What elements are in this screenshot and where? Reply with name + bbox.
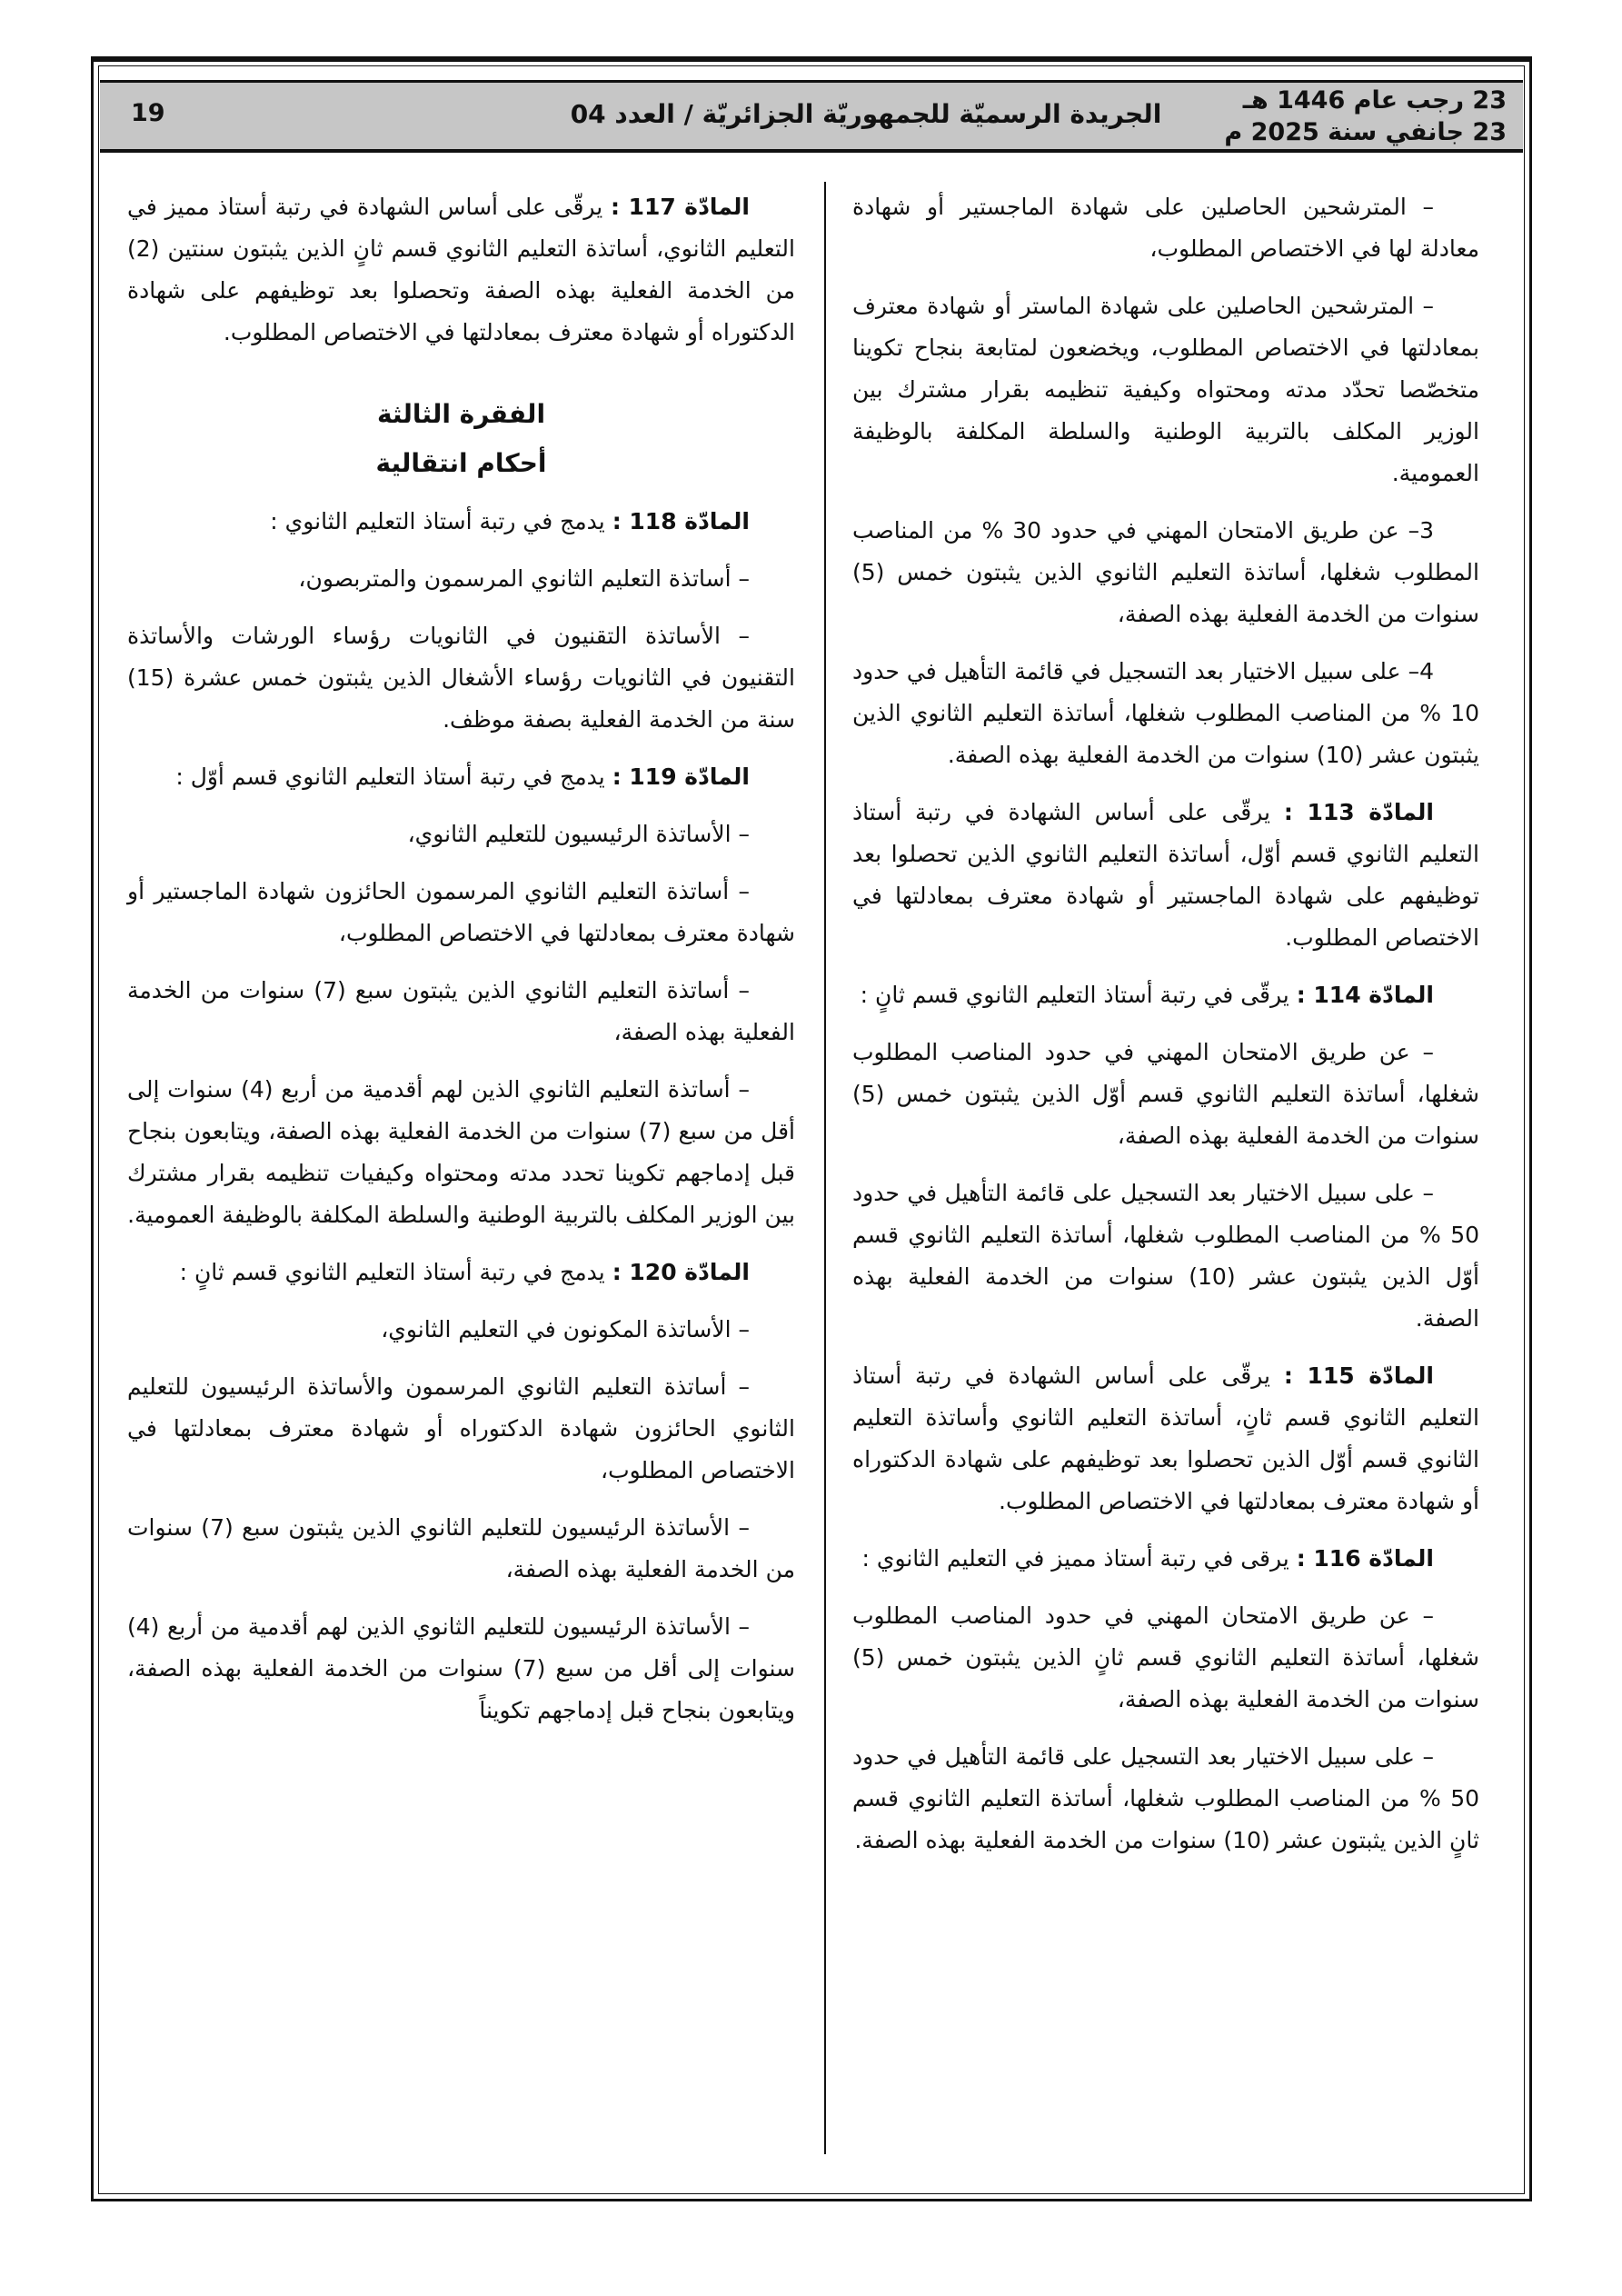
paragraph-text: يدمج في رتبة أستاذ التعليم الثانوي قسم أوّل : xyxy=(175,764,612,790)
list-paragraph xyxy=(127,1069,795,1236)
paragraph-text: – المترشحين الحاصلين على شهادة الماستر أو شهادة معترف بمعادلتها في الاختصاص المطلوب، ويخضعون لمتابعة بنجاح تكوينا متخصّصا تحدّد مدته ومحتواه وكيفية تنظيمه بقرار مشترك بين الوزير المكلف بالتربية الوطنية والسلطة المكلفة بالوظيفة العمومية. xyxy=(852,293,1479,486)
list-paragraph xyxy=(127,1606,795,1732)
article-number: المادّة 118 : xyxy=(612,508,750,534)
article-paragraph xyxy=(852,974,1479,1016)
paragraph-text: يرقى في رتبة أستاذ مميز في التعليم الثانوي : xyxy=(861,1545,1297,1572)
journal-title: الجريدة الرسميّة للجمهوريّة الجزائريّة / العدد 04 xyxy=(570,99,1162,129)
paragraph-text: – على سبيل الاختيار بعد التسجيل على قائمة التأهيل في حدود 50 % من المناصب المطلوب شغلها، أساتذة التعليم الثانوي قسم ثانٍ الذين يثبتون عشر (10) سنوات من الخدمة الفعلية بهذه الصفة. xyxy=(852,1743,1479,1853)
paragraph-text: – على سبيل الاختيار بعد التسجيل على قائمة التأهيل في حدود 50 % من المناصب المطلوب شغلها، أساتذة التعليم الثانوي قسم أوّل الذين يثبتون عشر (10) سنوات من الخدمة الفعلية بهذه الصفة. xyxy=(852,1180,1479,1332)
list-paragraph xyxy=(127,1366,795,1492)
paragraph-text: – الأساتذة الرئيسيون للتعليم الثانوي الذين يثبتون سبع (7) سنوات من الخدمة الفعلية بهذه الصفة، xyxy=(127,1514,795,1582)
article-paragraph xyxy=(127,756,795,798)
paragraph-text: يرقّى في رتبة أستاذ التعليم الثانوي قسم ثانٍ : xyxy=(860,982,1297,1008)
paragraph-text: يرقّى على أساس الشهادة في رتبة أستاذ التعليم الثانوي قسم ثانٍ، أساتذة التعليم الثانوي وأساتذة التعليم الثانوي قسم أوّل الذين تحصلوا بعد توظيفهم على شهادة الدكتوراه أو شهادة معترف بمعادلتها في الاختصاص المطلوب. xyxy=(852,1363,1479,1514)
paragraph-text: 3– عن طريق الامتحان المهني في حدود 30 % من المناصب المطلوب شغلها، أساتذة التعليم الثانوي الذين يثبتون خمس (5) سنوات من الخدمة الفعلية بهذه الصفة، xyxy=(852,517,1479,627)
section-heading: أحكام انتقالية xyxy=(375,448,547,478)
gregorian-date: 23 جانفي سنة 2025 م xyxy=(1224,118,1507,146)
list-paragraph xyxy=(852,510,1479,635)
list-paragraph xyxy=(127,1507,795,1591)
list-paragraph xyxy=(127,558,795,600)
article-number: المادّة 116 : xyxy=(1296,1545,1434,1572)
paragraph-text: يدمج في رتبة أستاذ التعليم الثانوي قسم ثانٍ : xyxy=(179,1259,612,1285)
list-paragraph xyxy=(127,1309,795,1351)
list-paragraph xyxy=(127,970,795,1053)
paragraph-text: يرقّى على أساس الشهادة في رتبة أستاذ مميز في التعليم الثانوي، أساتذة التعليم الثانوي قسم ثانٍ الذين يثبتون سنتين (2) من الخدمة الفعلية بهذه الصفة وتحصلوا بعد توظيفهم على شهادة الدكتوراه أو شهادة معترف بمعادلتها في الاختصاص المطلوب. xyxy=(127,194,795,345)
list-paragraph xyxy=(852,1736,1479,1862)
article-number: المادّة 115 : xyxy=(1283,1363,1434,1389)
section-heading: الفقرة الثالثة xyxy=(376,399,546,429)
paragraph-text: – أساتذة التعليم الثانوي المرسمون والمتربصون، xyxy=(298,565,750,592)
paragraph-text: – عن طريق الامتحان المهني في حدود المناصب المطلوب شغلها، أساتذة التعليم الثانوي قسم أوّل الذين يثبتون خمس (5) سنوات من الخدمة الفعلية بهذه الصفة، xyxy=(852,1039,1479,1149)
article-paragraph xyxy=(127,1252,795,1293)
article-number: المادّة 114 : xyxy=(1296,982,1434,1008)
page-number: 19 xyxy=(131,99,165,127)
list-paragraph xyxy=(852,1595,1479,1721)
article-number: المادّة 117 : xyxy=(611,194,751,220)
paragraph-text: – أساتذة التعليم الثانوي الذين يثبتون سبع (7) سنوات من الخدمة الفعلية بهذه الصفة، xyxy=(127,977,795,1045)
hijri-date: 23 رجب عام 1446 هـ xyxy=(1242,86,1507,115)
page-header xyxy=(100,80,1523,153)
paragraph-text: يرقّى على أساس الشهادة في رتبة أستاذ التعليم الثانوي قسم أوّل، أساتذة التعليم الثانوي الذين تحصلوا بعد توظيفهم على شهادة الماجستير أو شهادة معترف بمعادلتها في الاختصاص المطلوب. xyxy=(852,799,1479,951)
paragraph-text: يدمج في رتبة أستاذ التعليم الثانوي : xyxy=(270,508,612,534)
article-paragraph xyxy=(852,1355,1479,1522)
list-paragraph xyxy=(852,651,1479,776)
list-paragraph xyxy=(127,871,795,954)
article-paragraph xyxy=(852,1538,1479,1580)
list-paragraph xyxy=(852,1032,1479,1157)
paragraph-text: – أساتذة التعليم الثانوي المرسمون والأساتذة الرئيسيون للتعليم الثانوي الحائزون شهادة الدكتوراه أو شهادة معترف بمعادلتها في الاختصاص المطلوب، xyxy=(127,1373,795,1483)
paragraph-text: – أساتذة التعليم الثانوي الذين لهم أقدمية من أربع (4) سنوات إلى أقل من سبع (7) سنوات من الخدمة الفعلية بهذه الصفة، ويتابعون بنجاح قبل إدماجهم تكوينا تحدد مدته ومحتواه وكيفيات تنظيمه بقرار مشترك بين الوزير المكلف بالتربية الوطنية والسلطة المكلفة بالوظيفة العمومية. xyxy=(127,1076,795,1228)
list-paragraph xyxy=(852,285,1479,494)
paragraph-text: – الأساتذة المكونون في التعليم الثانوي، xyxy=(381,1316,750,1343)
article-number: المادّة 120 : xyxy=(612,1259,750,1285)
paragraph-text: – الأساتذة التقنيون في الثانويات رؤساء الورشات والأساتذة التقنيون في الثانويات رؤساء الأشغال الذين يثبتون خمس عشرة (15) سنة من الخدمة الفعلية بصفة موظف. xyxy=(127,623,795,733)
column-divider xyxy=(824,182,826,2154)
paragraph-text: – عن طريق الامتحان المهني في حدود المناصب المطلوب شغلها، أساتذة التعليم الثانوي قسم ثانٍ الذين يثبتون خمس (5) سنوات من الخدمة الفعلية بهذه الصفة، xyxy=(852,1602,1479,1712)
list-paragraph xyxy=(127,615,795,741)
paragraph-text: – المترشحين الحاصلين على شهادة الماجستير أو شهادة معادلة لها في الاختصاص المطلوب، xyxy=(852,194,1479,262)
article-paragraph xyxy=(127,186,795,354)
paragraph-text: – الأساتذة الرئيسيون للتعليم الثانوي، xyxy=(407,821,750,847)
article-paragraph xyxy=(127,501,795,543)
paragraph-text: – الأساتذة الرئيسيون للتعليم الثانوي الذين لهم أقدمية من أربع (4) سنوات إلى أقل من سبع (7) سنوات من الخدمة الفعلية بهذه الصفة، ويتابعون بنجاح قبل إدماجهم تكويناً xyxy=(127,1613,795,1723)
left-column xyxy=(127,186,795,1747)
article-paragraph xyxy=(852,792,1479,959)
list-paragraph xyxy=(852,1173,1479,1340)
list-paragraph xyxy=(852,186,1479,270)
article-number: المادّة 113 : xyxy=(1283,799,1434,825)
article-number: المادّة 119 : xyxy=(612,764,750,790)
paragraph-text: 4– على سبيل الاختيار بعد التسجيل في قائمة التأهيل في حدود 10 % من المناصب المطلوب شغلها، أساتذة التعليم الثانوي الذين يثبتون عشر (10) سنوات من الخدمة الفعلية بهذه الصفة. xyxy=(852,658,1479,768)
right-column xyxy=(852,186,1479,1877)
paragraph-text: – أساتذة التعليم الثانوي المرسمون الحائزون شهادة الماجستير أو شهادة معترف بمعادلتها في الاختصاص المطلوب، xyxy=(127,878,795,946)
list-paragraph xyxy=(127,814,795,855)
